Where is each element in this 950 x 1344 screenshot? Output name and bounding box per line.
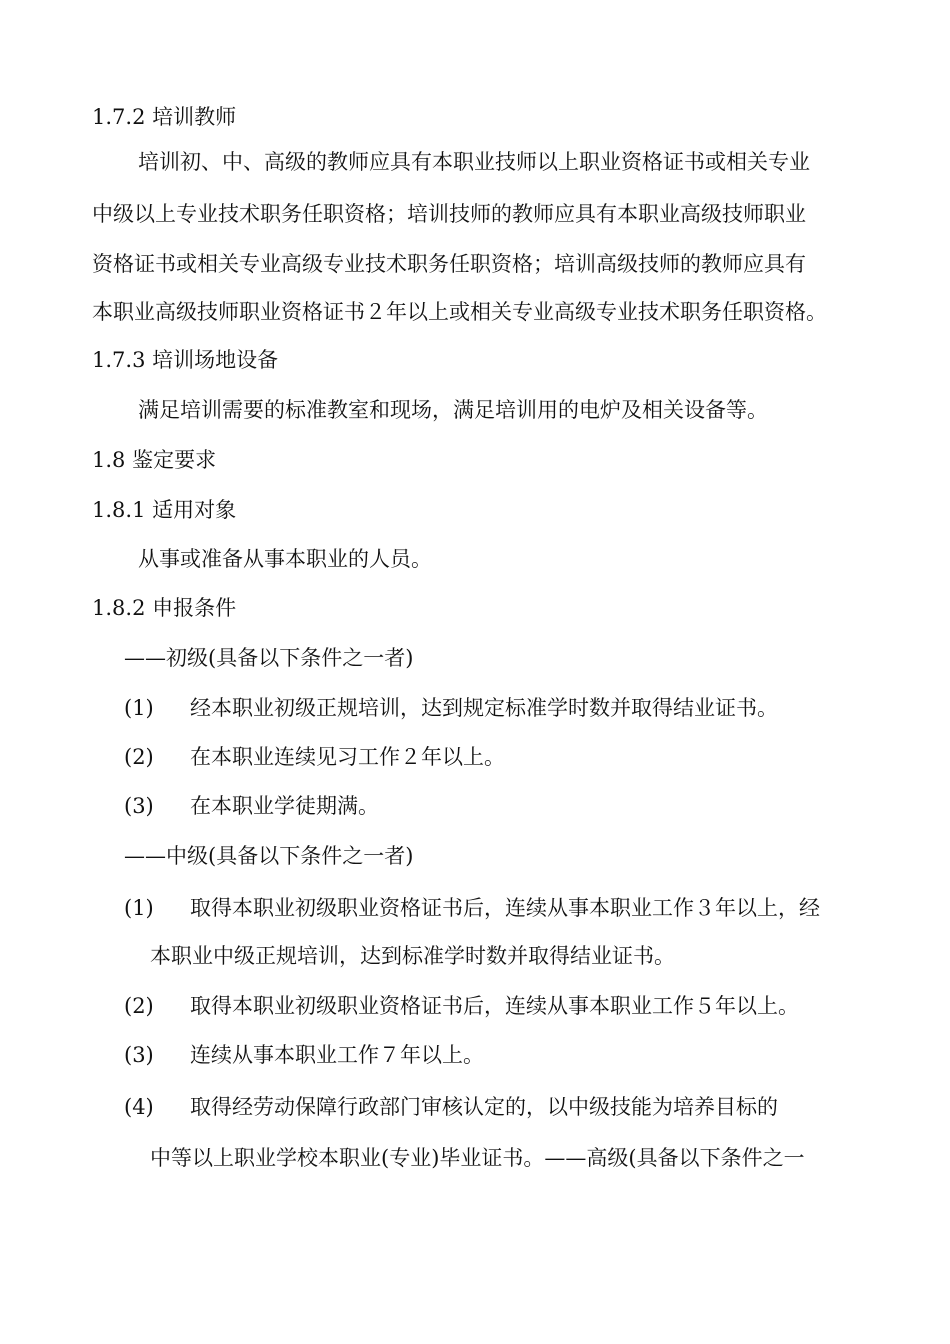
paragraph-line: 本职业高级技师职业资格证书２年以上或相关专业高级专业技术职务任职资格。 xyxy=(92,300,827,324)
list-item xyxy=(124,694,778,722)
item-number: (1) xyxy=(124,696,154,720)
list-item xyxy=(124,743,505,771)
list-item xyxy=(124,792,379,820)
paragraph-line: 满足培训需要的标准教室和现场，满足培训用的电炉及相关设备等。 xyxy=(138,398,768,422)
item-number: (2) xyxy=(124,745,154,769)
junior-level-title: ——初级(具备以下条件之一者) xyxy=(124,646,414,670)
item-text: 在本职业连续见习工作２年以上。 xyxy=(190,745,505,769)
list-item xyxy=(124,1041,484,1069)
item-number: (1) xyxy=(124,896,154,920)
list-item xyxy=(124,894,820,922)
heading-1-8: 1.8 鉴定要求 xyxy=(92,448,217,472)
paragraph-line: 中级以上专业技术职务任职资格；培训技师的教师应具有本职业高级技师职业 xyxy=(92,202,806,226)
paragraph-line: 从事或准备从事本职业的人员。 xyxy=(138,547,432,571)
paragraph-line: 资格证书或相关专业高级专业技术职务任职资格；培训高级技师的教师应具有 xyxy=(92,252,806,276)
paragraph-line: 培训初、中、高级的教师应具有本职业技师以上职业资格证书或相关专业 xyxy=(138,150,810,174)
middle-level-title: ——中级(具备以下条件之一者) xyxy=(124,844,414,868)
item-number: (3) xyxy=(124,794,154,818)
item-number: (4) xyxy=(124,1095,154,1119)
list-item xyxy=(124,992,799,1020)
item-number: (2) xyxy=(124,994,154,1018)
item-text: 连续从事本职业工作７年以上。 xyxy=(190,1043,484,1067)
heading-1-7-3: 1.7.3 培训场地设备 xyxy=(92,348,279,372)
item-text: 经本职业初级正规培训，达到规定标准学时数并取得结业证书。 xyxy=(190,696,778,720)
item-text: 取得本职业初级职业资格证书后，连续从事本职业工作３年以上，经 xyxy=(190,896,820,920)
list-item xyxy=(124,1093,778,1121)
heading-1-7-2: 1.7.2 培训教师 xyxy=(92,105,237,129)
item-number: (3) xyxy=(124,1043,154,1067)
item-text: 取得经劳动保障行政部门审核认定的，以中级技能为培养目标的 xyxy=(190,1095,778,1119)
list-item-continuation: 中等以上职业学校本职业(专业)毕业证书。——高级(具备以下条件之一 xyxy=(150,1146,805,1170)
heading-1-8-2: 1.8.2 申报条件 xyxy=(92,596,237,620)
item-text: 在本职业学徒期满。 xyxy=(190,794,379,818)
heading-1-8-1: 1.8.1 适用对象 xyxy=(92,498,237,522)
item-text: 取得本职业初级职业资格证书后，连续从事本职业工作５年以上。 xyxy=(190,994,799,1018)
list-item-continuation: 本职业中级正规培训，达到标准学时数并取得结业证书。 xyxy=(150,944,675,968)
